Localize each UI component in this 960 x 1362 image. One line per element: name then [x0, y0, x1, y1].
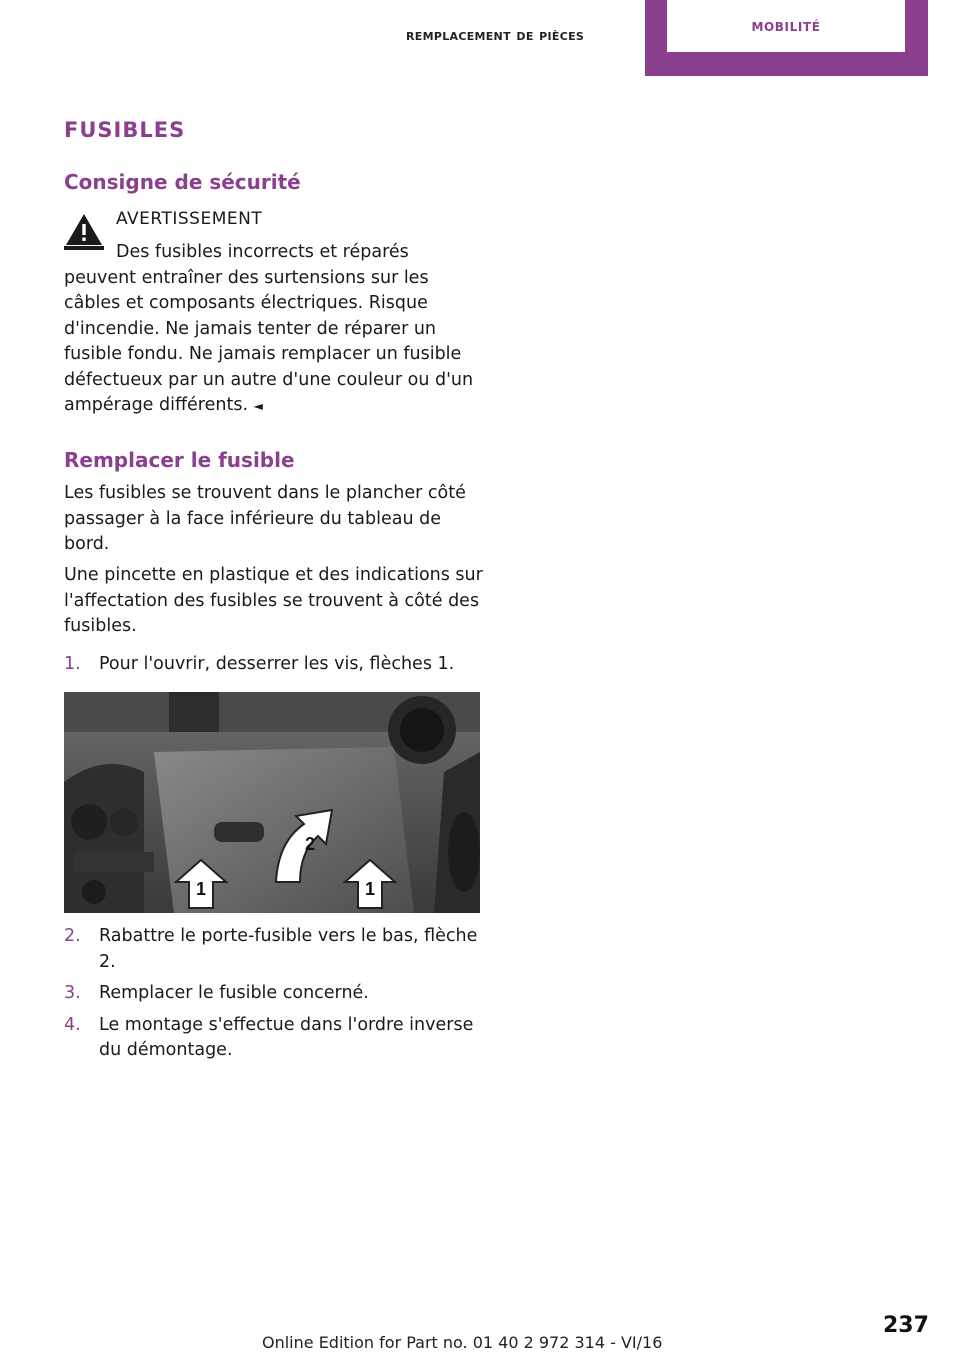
step-number: 3.	[64, 983, 81, 1003]
warning-text	[64, 240, 484, 420]
step-number: 4.	[64, 1014, 81, 1035]
paragraph-pincette: Une pincette en plastique et des indications sur l'affectation des fusibles se trouvent à côté des fusibles.	[64, 565, 483, 636]
warning-body: Des fusibles incorrects et réparés peuvent entraîner des surtensions sur les câbles et composants électriques. Risque d'incendie. Ne jamais tenter de réparer un fusible fondu. Ne jamais remplacer un fusible défectueux par un autre d'une couleur ou d'un ampérage différents.	[64, 242, 474, 415]
replace-heading: Remplacer le fusible	[64, 448, 295, 472]
figure-label-1-left: 1	[195, 879, 207, 899]
footer-edition: Online Edition for Part no. 01 40 2 972 314 - VI/16	[262, 1333, 663, 1352]
list-item	[64, 652, 484, 678]
dashboard-fuse-figure	[64, 692, 480, 913]
chapter-tab-inner	[667, 0, 905, 52]
step-number: 1.	[64, 654, 81, 674]
chapter-tab	[645, 0, 928, 76]
running-header-section: remplacement de pièces	[406, 26, 585, 44]
end-mark: ◄	[253, 399, 263, 413]
chapter-tab-label: mobilité	[751, 16, 821, 36]
step-text: Rabattre le porte-fusible vers le bas, flèche 2.	[99, 926, 478, 972]
figure-label-2: 2	[304, 834, 316, 854]
safety-heading: Consigne de sécurité	[64, 170, 301, 194]
steps-list-first	[64, 652, 484, 684]
figure-label-1-right: 1	[364, 879, 376, 899]
page-number: 237	[883, 1313, 929, 1338]
warning-label: AVERTISSEMENT	[116, 209, 263, 229]
paragraph-location: Les fusibles se trouvent dans le plancher côté passager à la face inférieure du tableau de bord.	[64, 483, 466, 554]
step-text: Remplacer le fusible concerné.	[99, 983, 369, 1003]
list-item	[64, 1013, 484, 1064]
step-text: Pour l'ouvrir, desserrer les vis, flèches 1.	[99, 654, 455, 674]
step-number: 2.	[64, 926, 81, 946]
step-text: Le montage s'effectue dans l'ordre inverse du démontage.	[99, 1014, 474, 1060]
list-item	[64, 924, 484, 975]
steps-list-rest	[64, 924, 484, 1070]
list-item	[64, 981, 484, 1007]
page-title: fusibles	[64, 110, 186, 145]
